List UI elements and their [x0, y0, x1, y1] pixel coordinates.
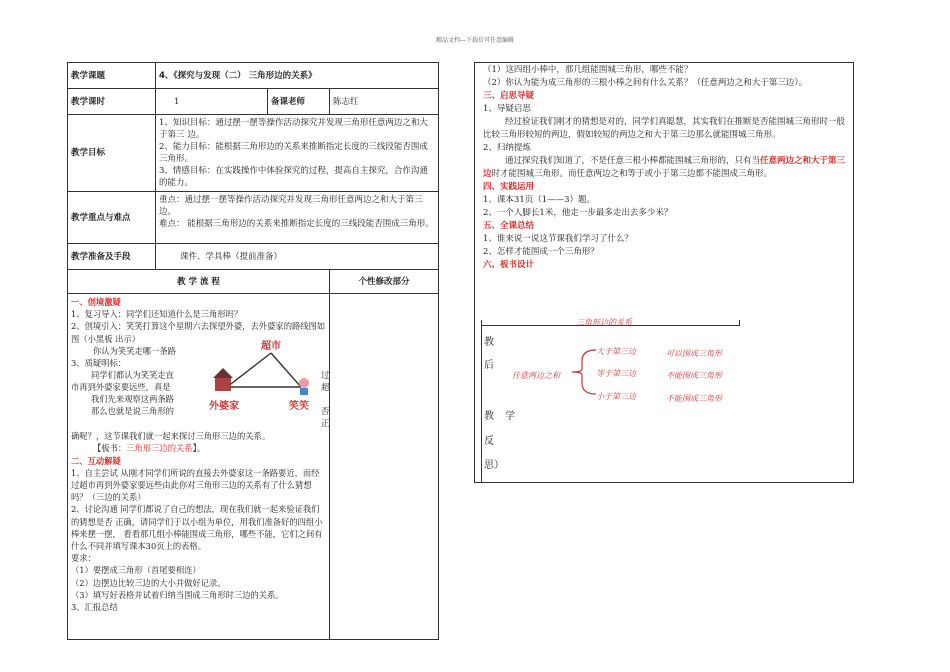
right-line: 经过验证我们刚才的猜想是对的，同学们真聪慧，其实我们在推断是否能围城三角形时一般比较三角形较短的两边，假如较短的两边之和大于第三边那么就能围城三角形。 — [483, 117, 846, 140]
side-label: 教 — [484, 337, 494, 348]
goal-item: 3、情感目标：在实践操作中体验探究的过程，提高自主探究，合作沟通的能力。 — [159, 166, 428, 188]
section-title: 三、启思导疑 — [483, 91, 535, 101]
topic-value: 4、《探究与发现（二） 三角形边的关系》 — [156, 63, 439, 89]
roof-icon — [213, 368, 233, 378]
key-cell — [156, 192, 439, 244]
right-line: 1、导疑启思 — [483, 104, 531, 114]
flow-line: 否正 — [321, 406, 330, 429]
flow-line: 要求： — [71, 553, 96, 564]
topic-label: 教学课题 — [68, 63, 156, 89]
board-result-1: 可以围成三角形 — [666, 349, 722, 358]
goals-label: 教学目标 — [68, 115, 156, 192]
page-header: 精品文档---下载后可任意编辑 — [435, 37, 515, 44]
xiaoxiao-label: 笑笑 — [289, 401, 309, 413]
right-line — [483, 155, 849, 181]
right-line-highlight: 任意两边之和大于第三边 — [483, 156, 846, 179]
flow-line: 2、创境引入：笑笑打算这个星期六去探望外婆，去外婆家的路线图如图（小黑板 出示） — [71, 321, 326, 344]
right-line-part: 时才能围城三角形。而任意两边之和等于或小于第三边都不能围成三角形。 — [491, 169, 773, 179]
side-label: 学 — [505, 411, 515, 422]
lesson-plan-table — [67, 62, 439, 640]
teacher-label: 备课老师 — [268, 89, 330, 115]
flow-line: 那么也就是说三角形的 — [91, 406, 174, 417]
key-item: 难点： 能根据三角形边的关系来推断指定长度的三线段能否围成三角形。 — [159, 219, 434, 229]
flow-line: 1、自主尝试 从刚才同学们所说的直接去外婆家这一条路要近，而经过超市再到外婆家要远些由此你对三角形三边的关系有了什么猜想吗？（三边的关系） — [71, 467, 320, 503]
goals-cell — [156, 115, 439, 192]
route-line — [271, 353, 301, 387]
side-label: 反 — [484, 436, 494, 447]
flow-line: （2）边摆边比较三边的大小并做好记录。 — [71, 577, 226, 588]
flow-line: 确呢？，这节课我们就一起来探讨三角形三边的关系。 — [71, 431, 271, 442]
flow-line: 我们先来观察这两条路 — [91, 394, 174, 405]
right-line: （2）你认为能为成三角形的三根小棒之间有什么关系？（任意两边之和大于第三边）。 — [483, 78, 808, 88]
board-divider — [481, 320, 482, 482]
board-note-text: 三角形三边的关系 — [126, 443, 193, 454]
right-line: 1、谁来说一说这节课我们学习了什么？ — [483, 234, 633, 244]
right-line: 1、课本31页（1——3）题。 — [483, 195, 596, 205]
grandma-label: 外婆家 — [209, 401, 239, 413]
flow-line: 2、讨论沟通 同学们都说了自己的想法，现在我们就一起来验证我们的猜想是否 正确，请同学们于以小组为单位，用我们准备好的四组小棒来摆一摆， 看看那几组小棒能围成三角形，哪些不能，它们之间有什么不同并填写课本30页上的表格。 — [71, 504, 323, 552]
section-title: 二、互动解疑 — [71, 455, 121, 466]
goal-item: 2、能力目标：能根据三角形边的关系来推断指定长度的三线段能否围成三角形。 — [159, 142, 428, 164]
board-brace — [568, 347, 598, 397]
key-label: 教学重点与难点 — [68, 192, 156, 244]
board-divider — [739, 320, 740, 326]
side-label: 思） — [484, 460, 504, 471]
board-result-2: 不能围成三角形 — [666, 371, 722, 380]
flow-line: 3、汇报总结 — [71, 602, 118, 613]
board-note-pre: 【板书： — [93, 443, 127, 454]
right-line: （1）这四组小棒中，那几组能围城三角形，哪些不能？ — [483, 65, 693, 75]
board-note-post: 】。 — [192, 443, 206, 454]
mod-cell — [330, 294, 439, 640]
right-column — [474, 62, 854, 483]
board-branch-2: 等于第三边 — [596, 369, 636, 378]
section-title: 四、实践运用 — [483, 182, 535, 192]
section-title: 六、板书设计 — [483, 260, 535, 270]
board-title: 三角形边的关系 — [576, 318, 632, 327]
side-label: 教 — [484, 411, 494, 422]
flow-line: 3、质疑明标： — [71, 358, 127, 369]
board-branch-3: 小于第三边 — [596, 392, 636, 401]
board-branch-1: 大于第三边 — [596, 347, 636, 356]
prep-label: 教学准备及手段 — [68, 244, 156, 270]
mod-label: 个性修改部分 — [330, 270, 439, 294]
route-picture — [209, 335, 319, 427]
goal-item: 1、知识目标：通过摆一摆等操作活动探究并发现三角形任意两边之和大于第三 边。 — [159, 118, 428, 140]
board-result-3: 不能围成三角形 — [666, 394, 722, 403]
flow-line: （3）填写好表格并试着归纳当围成三角形时三边的关系。 — [71, 589, 284, 600]
market-label: 超市 — [261, 341, 281, 353]
right-line: 2、归纳提炼 — [483, 143, 531, 153]
board-left: 任意两边之和 — [512, 371, 560, 380]
teacher-value: 陈志红 — [330, 89, 439, 115]
right-line-part: 通过探究我们知道了，不是任意三根小棒都能围城三角形的，只有当 — [505, 156, 761, 166]
hours-value: 1 — [156, 89, 268, 115]
flow-line: 市再到外婆家要远些，真是 — [71, 382, 171, 393]
right-text — [483, 64, 849, 272]
flow-line: 过超 — [321, 370, 330, 393]
section-title: 一、创境激疑 — [71, 297, 121, 307]
flow-line: （1）要摆成三角形（首尾要相连） — [71, 565, 201, 576]
section-title: 五、全课总结 — [483, 221, 535, 231]
flow-line: 1、复习导入：同学们还知道什么是三角形吗？ — [71, 309, 243, 320]
key-item: 重点：通过摆一摆等操作活动探究并发现三角形任意两边之和大于第三边。 — [159, 195, 423, 217]
board-note — [71, 442, 326, 454]
side-label: 后 — [484, 360, 494, 371]
right-line: 2、一个人脚长1米，他走一步最多走出去多少米？ — [483, 208, 673, 218]
child-body-icon — [300, 388, 308, 395]
flow-cell — [68, 294, 330, 640]
child-icon — [299, 378, 309, 388]
right-line: 2、怎样才能围成一个三角形？ — [483, 247, 599, 257]
route-line — [227, 353, 271, 387]
house-icon — [215, 377, 231, 391]
flow-line: 同学们都认为笑笑走直 — [91, 370, 174, 381]
prep-value: 课件、学具棒（提前准备） — [156, 244, 439, 270]
hours-label: 教学课时 — [68, 89, 156, 115]
brace-path — [572, 350, 596, 394]
flow-label: 教 学 流 程 — [68, 270, 330, 294]
flow-line: 你认为笑笑走哪一条路 — [93, 345, 176, 356]
